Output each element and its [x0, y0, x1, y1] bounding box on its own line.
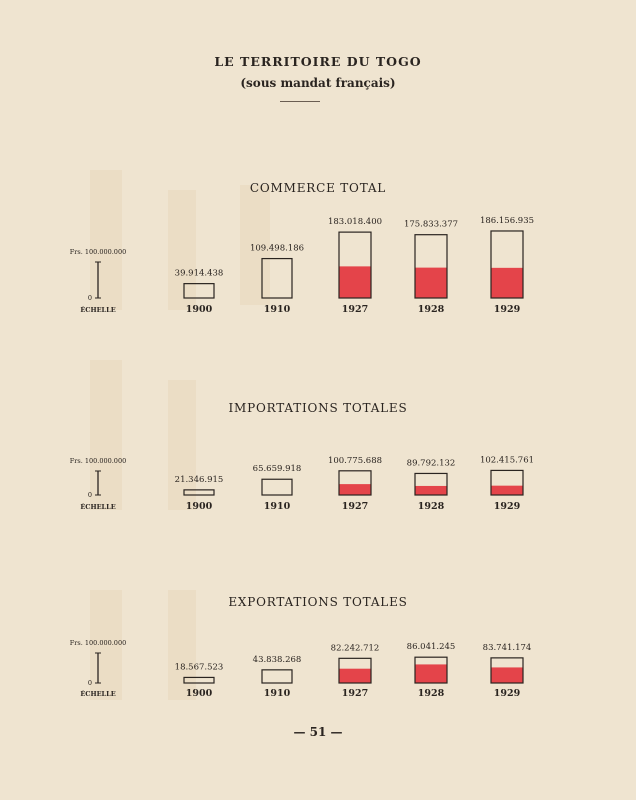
category-label-1929: 1929	[493, 304, 521, 315]
bar-1910	[262, 259, 292, 298]
scale-caption: ÉCHELLE	[80, 306, 116, 314]
value-label-1910: 43.838.268	[252, 654, 302, 665]
value-label-1910: 109.498.186	[249, 243, 305, 254]
bar-fill-1927	[339, 484, 371, 495]
bar-fill-1927	[339, 669, 371, 683]
scale-zero: 0	[87, 491, 93, 499]
value-label-1927: 100.775.688	[327, 455, 383, 466]
exportations-totales-chart	[0, 590, 636, 705]
scale-zero: 0	[87, 679, 93, 687]
value-label-1900: 18.567.523	[174, 662, 224, 673]
chart-title: IMPORTATIONS TOTALES	[228, 401, 408, 415]
bar-1900	[184, 677, 214, 683]
value-label-1928: 86.041.245	[406, 642, 456, 653]
scale-label: Frs. 100.000.000	[69, 639, 127, 647]
value-label-1900: 21.346.915	[174, 474, 224, 485]
category-label-1928: 1928	[417, 501, 445, 512]
value-label-1900: 39.914.438	[174, 268, 224, 279]
category-label-1900: 1900	[185, 501, 213, 512]
bar-1900	[184, 284, 214, 298]
category-label-1927: 1927	[341, 688, 369, 699]
value-label-1927: 82.242.712	[330, 643, 380, 654]
value-label-1929: 102.415.761	[479, 455, 535, 466]
category-label-1910: 1910	[263, 304, 291, 315]
scale-label: Frs. 100.000.000	[69, 457, 127, 465]
bar-fill-1927	[339, 266, 371, 298]
bar-fill-1928	[415, 486, 447, 495]
category-label-1900: 1900	[185, 688, 213, 699]
importations-totales-chart	[0, 393, 636, 518]
scale-label: Frs. 100.000.000	[69, 248, 127, 256]
chart-title: EXPORTATIONS TOTALES	[228, 595, 408, 609]
category-label-1910: 1910	[263, 688, 291, 699]
scale-caption: ÉCHELLE	[80, 503, 116, 511]
bar-1900	[184, 490, 214, 495]
scale-caption: ÉCHELLE	[80, 690, 116, 698]
bar-fill-1928	[415, 268, 447, 298]
value-label-1929: 186.156.935	[479, 215, 535, 226]
category-label-1910: 1910	[263, 501, 291, 512]
category-label-1900: 1900	[185, 304, 213, 315]
value-label-1928: 175.833.377	[403, 219, 459, 230]
page-number: — 51 —	[293, 725, 343, 739]
category-label-1928: 1928	[417, 304, 445, 315]
category-label-1927: 1927	[341, 304, 369, 315]
bar-fill-1928	[415, 664, 447, 683]
title-divider	[280, 101, 320, 102]
bar-fill-1929	[491, 667, 523, 683]
category-label-1927: 1927	[341, 501, 369, 512]
page-subtitle: (sous mandat français)	[240, 76, 396, 90]
value-label-1928: 89.792.132	[406, 458, 456, 469]
category-label-1929: 1929	[493, 501, 521, 512]
value-label-1929: 83.741.174	[482, 642, 532, 653]
chart-title: COMMERCE TOTAL	[249, 181, 387, 195]
value-label-1927: 183.018.400	[327, 217, 383, 228]
value-label-1910: 65.659.918	[252, 464, 302, 475]
bar-fill-1929	[491, 486, 523, 495]
category-label-1929: 1929	[493, 688, 521, 699]
bar-1910	[262, 670, 292, 683]
category-label-1928: 1928	[417, 688, 445, 699]
bar-1910	[262, 479, 292, 495]
page-title: LE TERRITOIRE DU TOGO	[214, 54, 422, 69]
scale-zero: 0	[87, 294, 93, 302]
commerce-total-chart	[0, 170, 636, 320]
bar-fill-1929	[491, 268, 523, 298]
